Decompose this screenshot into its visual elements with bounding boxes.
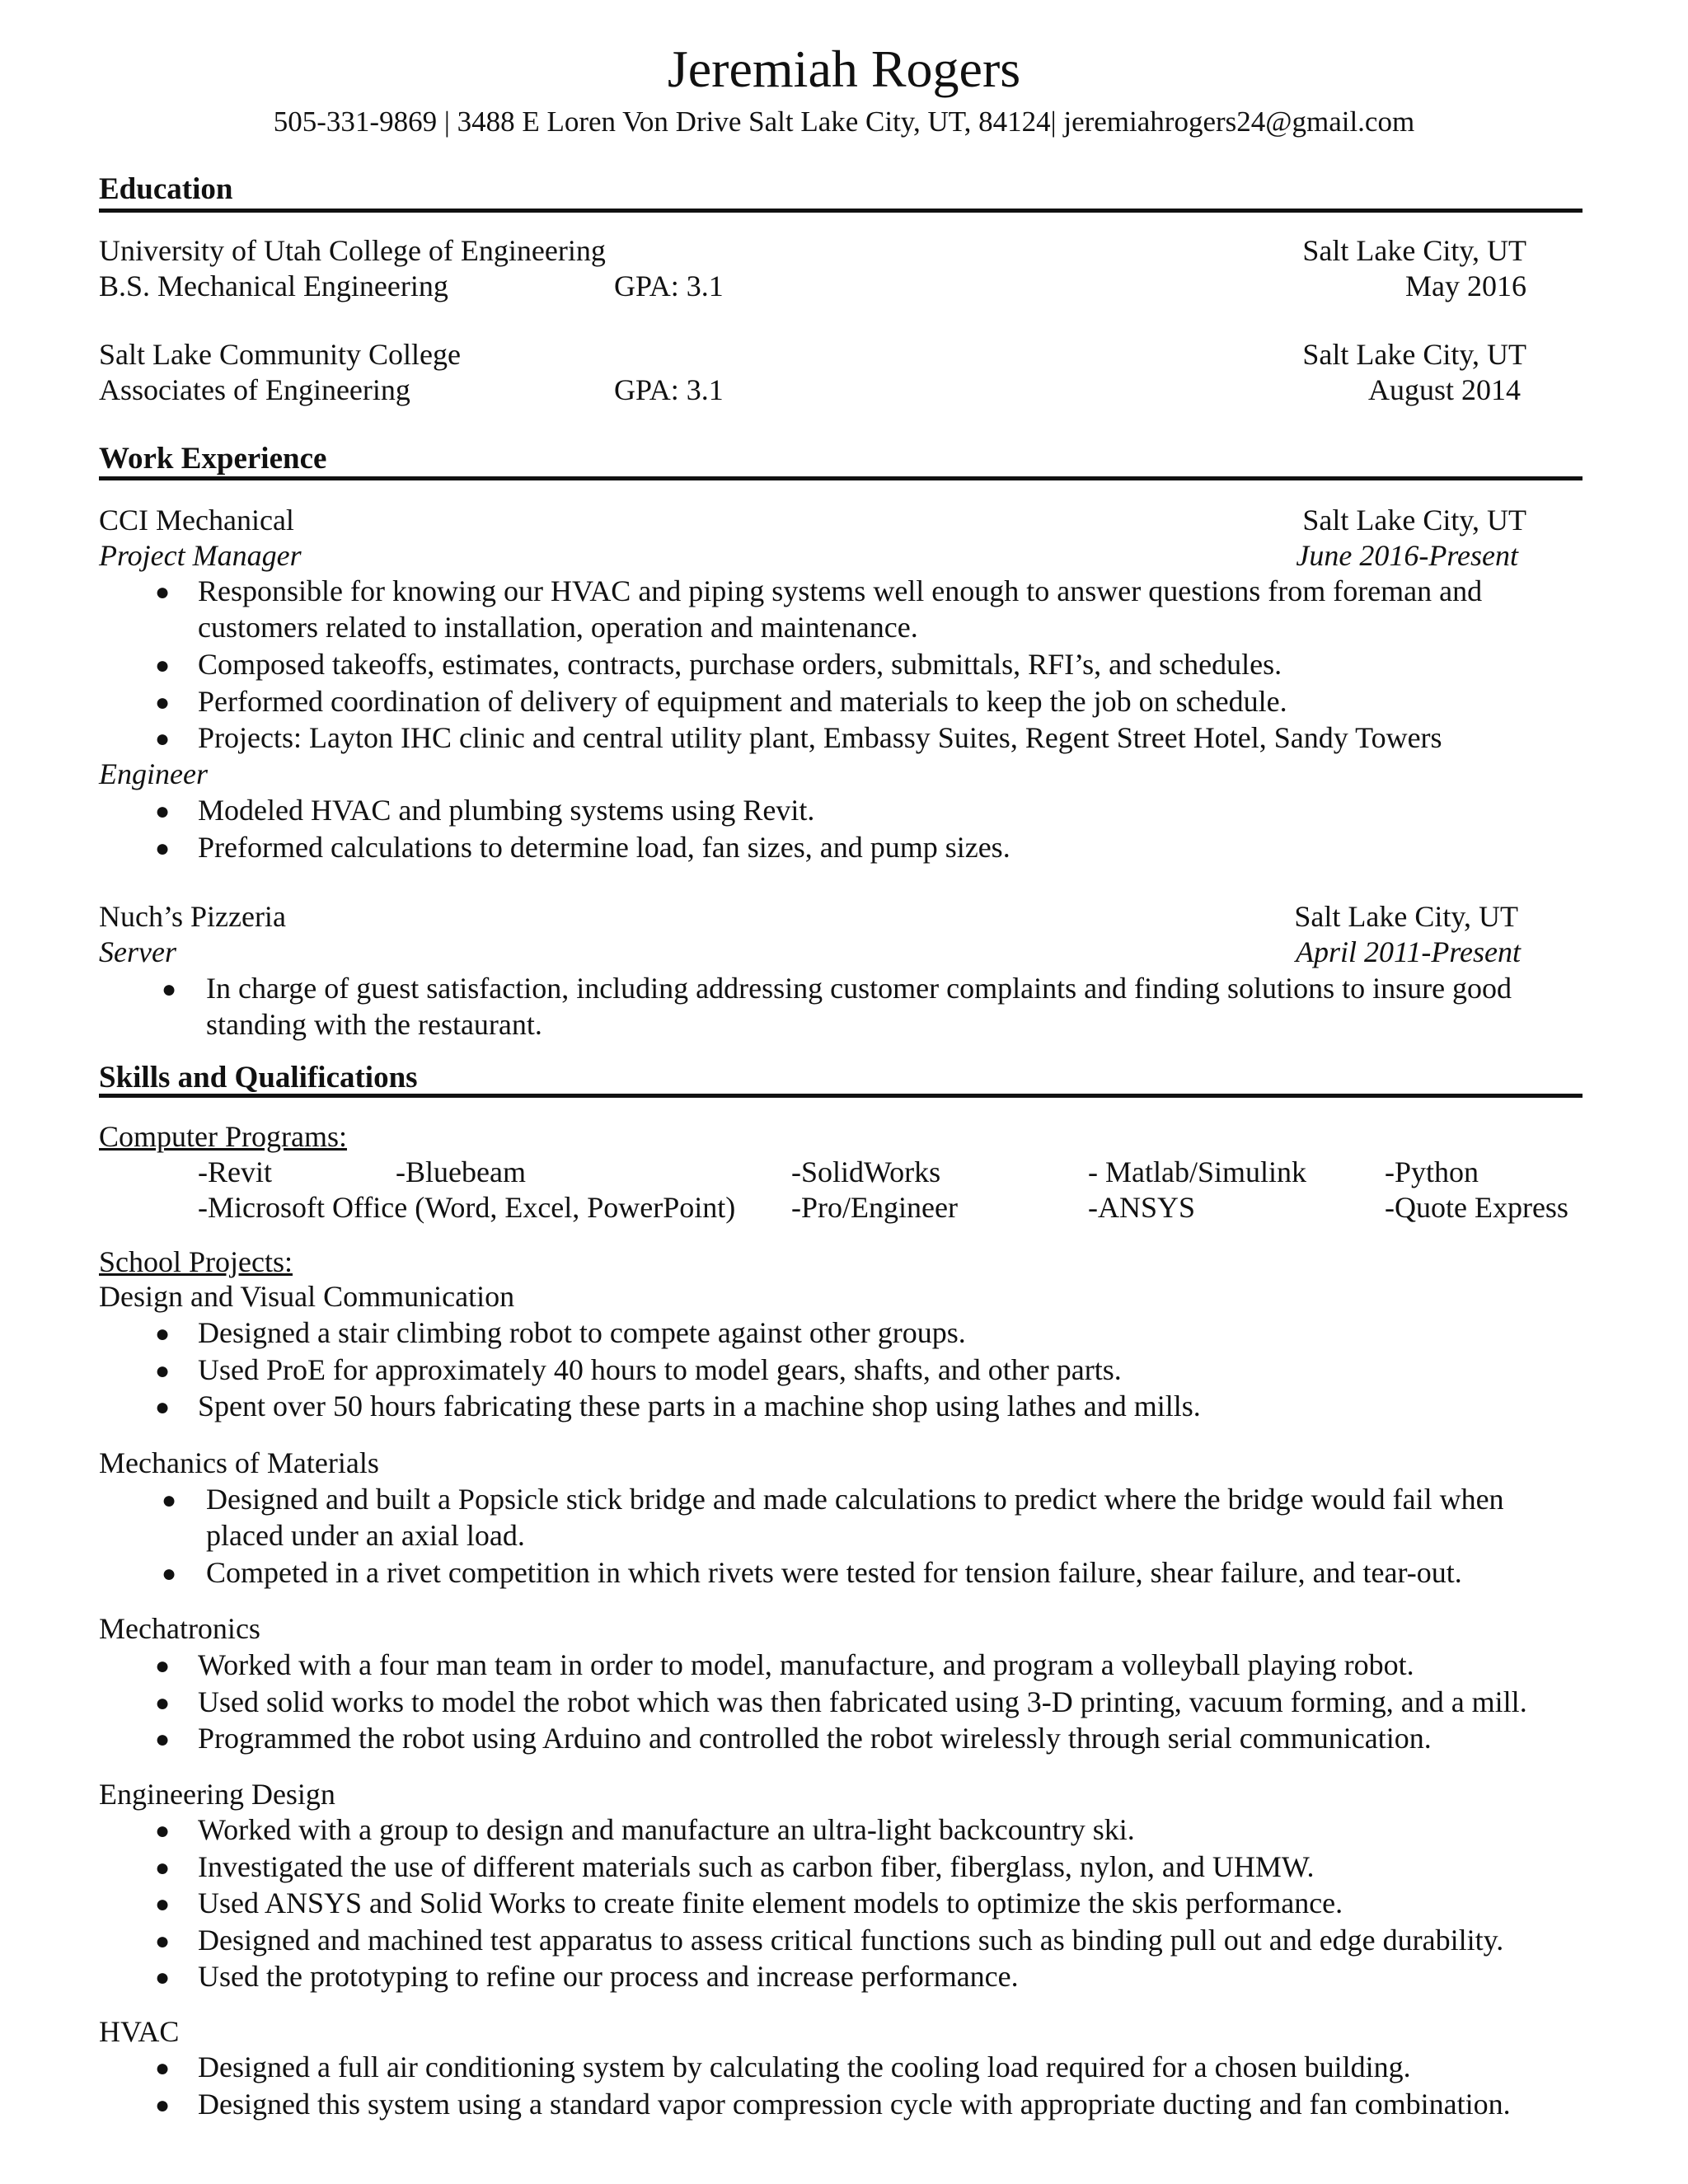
project-title: Mechanics of Materials (99, 1446, 379, 1479)
bullet-icon: ● (155, 1964, 171, 1991)
job-dates: June 2016-Present (1296, 539, 1518, 572)
bullet-icon: ● (155, 1394, 171, 1421)
program-item: -Revit (198, 1155, 272, 1188)
program-item: -Quote Express (1385, 1191, 1568, 1224)
job-bullet: In charge of guest satisfaction, including addressing customer complaints and finding solutions to insure good (206, 972, 1512, 1005)
gpa: GPA: 3.1 (614, 269, 724, 302)
job-bullet: Responsible for knowing our HVAC and piping systems well enough to answer questions from foreman and (198, 574, 1483, 607)
project-bullet: Worked with a four man team in order to model, manufacture, and program a volleyball playing robot. (198, 1648, 1414, 1681)
school-projects-label: School Projects: (99, 1245, 293, 1278)
job-title: Project Manager (99, 539, 302, 572)
bullet-icon: ● (155, 1817, 171, 1844)
bullet-icon: ● (155, 2055, 171, 2082)
computer-programs-label: Computer Programs: (99, 1120, 347, 1153)
project-bullet: Competed in a rivet competition in which rivets were tested for tension failure, shear failure, and tear-out. (206, 1556, 1462, 1589)
project-bullet: Designed and built a Popsicle stick bridge and made calculations to predict where the bridge would fail when (206, 1483, 1504, 1516)
section-rule (99, 209, 1582, 213)
graduation-date: May 2016 (1405, 269, 1526, 302)
section-rule (99, 476, 1582, 480)
bullet-icon: ● (155, 689, 171, 716)
bullet-icon: ● (155, 1320, 171, 1347)
job-title: Engineer (99, 757, 208, 790)
project-bullet-continued: placed under an axial load. (206, 1519, 525, 1552)
project-title: Engineering Design (99, 1778, 335, 1811)
project-title: Mechatronics (99, 1612, 260, 1645)
gpa: GPA: 3.1 (614, 373, 724, 406)
applicant-name: Jeremiah Rogers (667, 40, 1021, 98)
job-bullet: Modeled HVAC and plumbing systems using Revit. (198, 794, 815, 827)
project-bullet: Used solid works to model the robot which was then fabricated using 3-D printing, vacuum forming, and a mill. (198, 1685, 1527, 1718)
company-location: Salt Lake City, UT (1294, 900, 1518, 933)
school-name: Salt Lake Community College (99, 338, 461, 371)
school-location: Salt Lake City, UT (1302, 234, 1526, 267)
project-bullet: Designed this system using a standard vapor compression cycle with appropriate ducting and fan combination. (198, 2088, 1511, 2121)
bullet-icon: ● (155, 1357, 171, 1385)
contact-info: 505-331-9869 | 3488 E Loren Von Drive Salt Lake City, UT, 84124| jeremiahrogers24@gmail.com (273, 105, 1415, 138)
program-item: -ANSYS (1088, 1191, 1196, 1224)
school-name: University of Utah College of Engineering (99, 234, 606, 267)
bullet-icon: ● (155, 652, 171, 679)
job-bullet-continued: standing with the restaurant. (206, 1008, 542, 1041)
job-dates: April 2011-Present (1296, 935, 1521, 968)
bullet-icon: ● (155, 1726, 171, 1753)
job-bullet: Composed takeoffs, estimates, contracts, purchase orders, submittals, RFI’s, and schedules. (198, 648, 1282, 681)
job-title: Server (99, 935, 176, 968)
bullet-icon: ● (155, 1854, 171, 1882)
bullet-icon: ● (162, 1487, 177, 1514)
degree: Associates of Engineering (99, 373, 410, 406)
bullet-icon: ● (155, 2092, 171, 2119)
program-item: -SolidWorks (791, 1155, 941, 1188)
project-title: HVAC (99, 2015, 180, 2048)
project-bullet: Used ProE for approximately 40 hours to model gears, shafts, and other parts. (198, 1353, 1122, 1386)
program-item: - Matlab/Simulink (1088, 1155, 1306, 1188)
section-rule (99, 1094, 1582, 1098)
company-location: Salt Lake City, UT (1302, 504, 1526, 537)
degree: B.S. Mechanical Engineering (99, 269, 448, 302)
bullet-icon: ● (155, 798, 171, 825)
project-title: Design and Visual Communication (99, 1280, 515, 1313)
program-item: -Bluebeam (396, 1155, 526, 1188)
job-bullet: Preformed calculations to determine load, fan sizes, and pump sizes. (198, 831, 1010, 864)
bullet-icon: ● (155, 1891, 171, 1918)
bullet-icon: ● (162, 976, 177, 1003)
project-bullet: Designed a stair climbing robot to compete against other groups. (198, 1316, 966, 1349)
bullet-icon: ● (155, 1928, 171, 1955)
section-title-work: Work Experience (99, 442, 327, 476)
section-title-skills: Skills and Qualifications (99, 1061, 418, 1094)
bullet-icon: ● (155, 579, 171, 606)
project-bullet: Used the prototyping to refine our process and increase performance. (198, 1960, 1019, 1993)
program-item: -Python (1385, 1155, 1479, 1188)
project-bullet: Programmed the robot using Arduino and controlled the robot wirelessly through serial communication. (198, 1722, 1432, 1755)
project-bullet: Spent over 50 hours fabricating these parts in a machine shop using lathes and mills. (198, 1390, 1201, 1422)
bullet-icon: ● (155, 1652, 171, 1680)
bullet-icon: ● (155, 1690, 171, 1717)
job-bullet: Performed coordination of delivery of equipment and materials to keep the job on schedule. (198, 685, 1287, 718)
bullet-icon: ● (155, 835, 171, 862)
program-item: -Pro/Engineer (791, 1191, 958, 1224)
project-bullet: Used ANSYS and Solid Works to create finite element models to optimize the skis performance. (198, 1886, 1343, 1919)
project-bullet: Designed a full air conditioning system by calculating the cooling load required for a chosen building. (198, 2050, 1411, 2083)
project-bullet: Investigated the use of different materials such as carbon fiber, fiberglass, nylon, and UHMW. (198, 1850, 1315, 1883)
job-bullet-continued: customers related to installation, operation and maintenance. (198, 611, 918, 644)
graduation-date: August 2014 (1367, 373, 1521, 406)
company-name: Nuch’s Pizzeria (99, 900, 286, 933)
bullet-icon: ● (162, 1560, 177, 1587)
section-title-education: Education (99, 172, 233, 206)
school-location: Salt Lake City, UT (1302, 338, 1526, 371)
program-item: -Microsoft Office (Word, Excel, PowerPoint) (198, 1191, 736, 1224)
bullet-icon: ● (155, 725, 171, 752)
project-bullet: Worked with a group to design and manufacture an ultra-light backcountry ski. (198, 1813, 1135, 1846)
job-bullet: Projects: Layton IHC clinic and central utility plant, Embassy Suites, Regent Street Hotel, Sandy Towers (198, 721, 1442, 754)
company-name: CCI Mechanical (99, 504, 294, 537)
project-bullet: Designed and machined test apparatus to assess critical functions such as binding pull out and edge durability. (198, 1924, 1504, 1957)
